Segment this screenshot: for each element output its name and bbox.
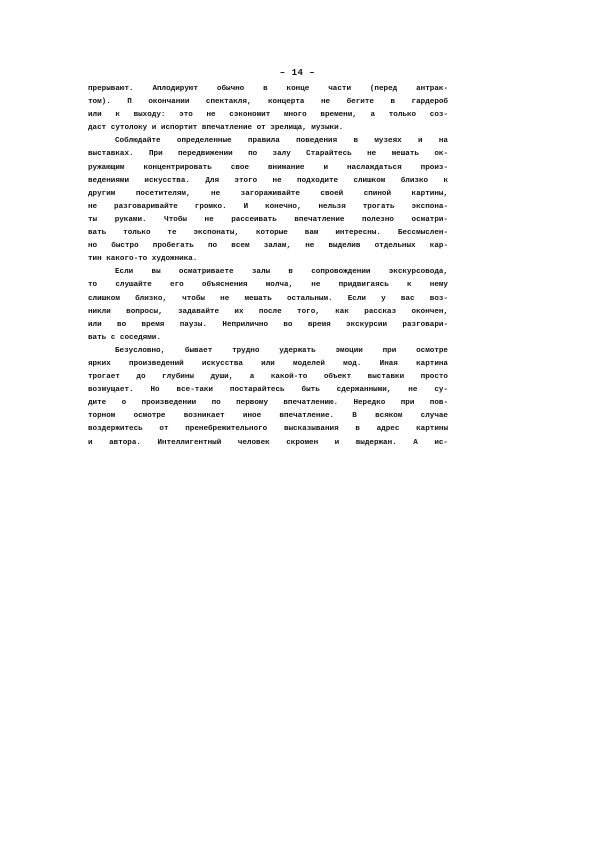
text-line: трогает до глубины души, а какой-то объект выставки просто <box>88 373 448 382</box>
text-line: торном осмотре возникает иное впечатление. В всяком случае <box>88 412 448 421</box>
text-line: и автора. Интеллигентный человек скромен и выдержан. А ис- <box>88 438 448 447</box>
paragraph-1 <box>88 83 448 135</box>
text-line: ты руками. Чтобы не рассеивать впечатление полезно осматри- <box>88 215 448 224</box>
text-line: никли вопросы, задавайте их после того, как рассказ окончен, <box>88 307 448 316</box>
text-line: или во время паузы. Неприлично во время экскурсии разговари- <box>88 320 448 329</box>
page-number: – 14 – <box>279 68 316 78</box>
text-line: тин какого-то художника. <box>88 255 198 264</box>
text-line: выставках. При передвижении по залу Старайтесь не мешать ок- <box>88 150 448 159</box>
text-line: воздержитесь от пренебрежительного высказывания в адрес картины <box>88 425 448 434</box>
text-line: том). П окончании спектакля, концерта не бегите в гардероб <box>88 98 448 107</box>
text-line: не разговаривайте громко. И конечно, нельзя трогать экспона- <box>88 202 448 211</box>
text-line: ружающим концентрировать свое внимание и наслаждаться произ- <box>88 163 448 172</box>
paragraph-2 <box>88 135 448 266</box>
text-line: но быстро пробегать по всем залам, не выделив отдельных кар- <box>88 242 448 251</box>
text-line: то слушайте его объяснения молча, не придвигаясь к нему <box>88 281 448 290</box>
paragraph-4 <box>88 345 448 450</box>
paragraph-3 <box>88 266 448 345</box>
text-line: вать только те экспонаты, которые вам интересны. Бессмыслен- <box>88 229 448 238</box>
text-line: другим посетителям, не загораживайте своей спиной картины, <box>88 189 448 198</box>
text-line: дите о произведении по первому впечатлению. Нередко при пов- <box>88 399 448 408</box>
text-line: ярких произведений искусства или моделей мод. Иная картина <box>88 359 448 368</box>
text-line: Соблюдайте определенные правила поведения в музеях и на <box>115 137 448 146</box>
body-text <box>88 83 448 450</box>
text-line: возмущает. Но все-таки постарайтесь быть сдержанными, не су- <box>88 386 448 395</box>
text-line: ведениями искусства. Для этого не подходите слишком близко к <box>88 176 448 185</box>
text-line: или к выходу: это не сэкономит много времени, а только соз- <box>88 111 448 120</box>
text-line: прерывают. Аплодируют обычно в конце части (перед антрак- <box>88 85 448 93</box>
text-line: вать с соседями. <box>88 333 161 342</box>
text-line: Безусловно, бывает трудно удержать эмоции при осмотре <box>115 346 448 355</box>
text-line: слишком близко, чтобы не мешать остальным. Если у вас воз- <box>88 294 448 303</box>
text-line: Если вы осматриваете залы в сопровождении экскурсовода, <box>115 268 448 277</box>
text-line: даст сутолоку и испортит впечатление от зрелища, музыки. <box>88 124 344 133</box>
